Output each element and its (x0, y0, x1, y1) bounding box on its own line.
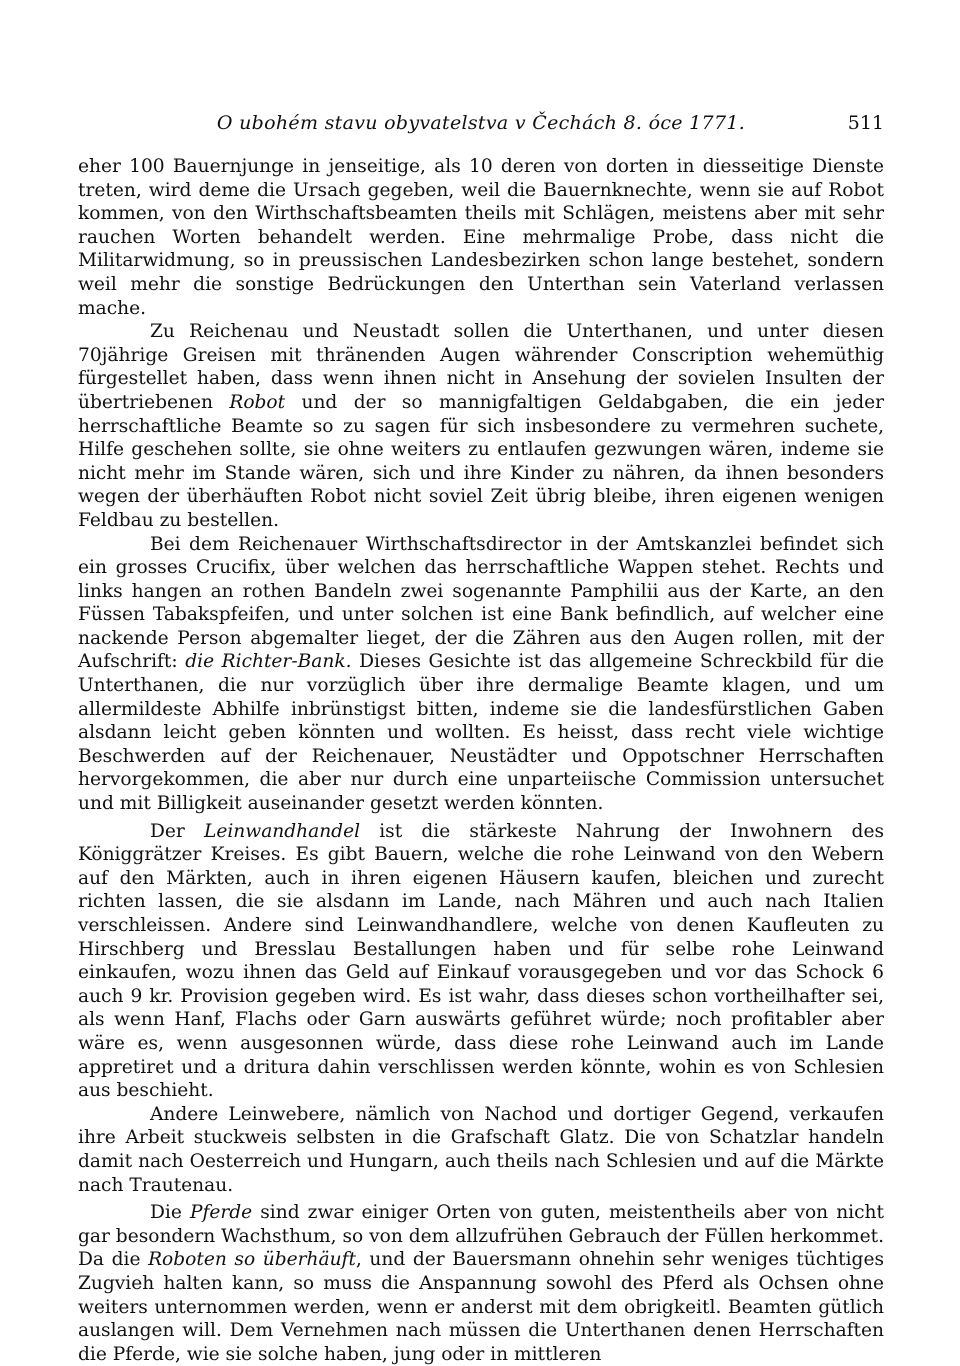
italic-text: Leinwandhandel (204, 820, 361, 842)
text-run: Andere Leinwebere, nämlich von Nachod und dortiger Gegend, verkaufen ihre Arbeit stuckweis selbsten in die Grafschaft Glatz. Die von Schatzlar handeln damit nach Oesterreich und Hungarn, auch theils nach Schlesien und auf die Märkte nach Trautenau. (78, 1103, 884, 1196)
italic-text: Pferde (189, 1202, 253, 1224)
paragraph (78, 820, 884, 1103)
running-head (78, 112, 884, 140)
text-run: eher 100 Bauernjunge in jenseitige, als 10 deren von dorten in diesseitige Dienste treten, wird deme die Ursach gegeben, weil die Bauernknechte, wenn sie auf Robot kommen, von den Wirthschaftsbeamten theils mit Schlägen, meistens aber mit sehr rauchen Worten behandelt werden. Eine mehrmalige Probe, dass nicht die Militarwidmung, so in preussischen Landesbezirken schon lange bestehet, sondern weil mehr die sonstige Bedrückungen den Unterthan sein Vaterland verlassen mache. (78, 156, 884, 319)
italic-text: die Richter-Bank. (185, 651, 352, 673)
paragraph (78, 155, 884, 320)
text-run: sind zwar einiger Orten von guten, meistentheils aber von nicht gar besondern Wachsthum, so von dem allzufrühen Gebrauch der Füllen herkommet. Da die (78, 1202, 884, 1271)
text-run: ist die stärkeste Nahrung der Inwohnern des Königgrätzer Kreises. Es gibt Bauern, welche die rohe Leinwand von den Webern auf den Märkten, auch in ihren eigenen Häusern kaufen, bleichen und zurecht richten lassen, die sie alsdann im Lande, nach Mähren und auch nach Italien verschleissen. Andere sind Leinwandhandlere, welche von denen Kaufleuten zu Hirschberg und Bresslau Bestallungen haben und für selbe rohe Leinwand einkaufen, wozu ihnen das Geld auf Einkauf vorausgegeben und vor das Schock 6 auch 9 kr. Provision gegeben wird. Es ist wahr, dass dieses schon vortheilhafter sei, als wenn Hanf, Flachs oder Garn auswärts geführet würde; noch profitabler aber wäre es, wenn ausgesonnen würde, dass diese rohe Leinwand auch im Lande appretiret und a dritura dahin verschlissen werden könnte, wohin es von Schlesien aus beschieht. (78, 820, 884, 1102)
paragraph (78, 533, 884, 816)
text-run: Der (150, 820, 204, 842)
page-number: 511 (847, 112, 884, 134)
italic-text: Robot (229, 391, 286, 413)
text-run: Die (150, 1202, 190, 1224)
text-run: , und der Bauersmann ohnehin sehr weniges tüchtiges Zugvieh halten kann, so muss die Anspannung sowohl des Pferd als Ochsen ohne weiters unternommen werden, wenn er anderst mit dem obrigkeitl. Beamten gütlich auslangen will. Dem Vernehmen nach müssen die Unterthanen denen Herrschaften die Pferde, wie sie solche haben, jung oder in mittleren (78, 1249, 884, 1365)
paragraph (78, 1201, 884, 1366)
running-title: O ubohém stavu obyvatelstva v Čechách 8. óce 1771. (216, 112, 746, 134)
text-run: und der so mannigfaltigen Geldabgaben, die ein jeder herrschaftliche Beamte so zu sagen für sich insbesondere zu vermehren suchete, Hilfe geschehen sollte, sie ohne weiters zu entlaufen gezwungen wären, indeme sie nicht mehr im Stande wären, sich und ihre Kinder zu nähren, da ihnen besonders wegen der überhäuften Robot nicht soviel Zeit übrig bleibe, ihren eigenen wenigen Feldbau zu bestellen. (78, 391, 885, 531)
body-text (78, 155, 884, 1366)
paragraph (78, 320, 884, 532)
italic-text: Roboten so überhäuft (148, 1249, 356, 1271)
text-run: Dieses Gesichte ist das allgemeine Schreckbild für die Unterthanen, die nur vorzüglich über ihre dermalige Beamte klagen, und um allermildeste Abhilfe inbrünstigst bitten, indeme sie die landesfürstlichen Gaben alsdann leicht geben könnten und wollten. Es heisst, dass recht viele wichtige Beschwerden auf der Reichenauer, Neustädter und Oppotschner Herrschaften hervorgekommen, die aber nur durch eine unparteiische Commission untersuchet und mit Billigkeit auseinander gesetzt werden könnten. (78, 651, 884, 815)
text-run: Zu Reichenau und Neustadt sollen die Unterthanen, und unter diesen 70jährige Greisen mit thränenden Augen währender Conscription wehemüthig fürgestellet haben, dass wenn ihnen nicht in Ansehung der sovielen Insulten der übertriebenen (78, 321, 884, 413)
paragraph (78, 1103, 884, 1197)
text-run: Bei dem Reichenauer Wirthschaftsdirector in der Amtskanzlei befindet sich ein grosses Crucifix, über welchen das herrschaftliche Wappen stehet. Rechts und links hangen an rothen Bandeln zwei sogenannte Pamphilii aus der Karte, an den Füssen Tabakspfeifen, und unter solchen ist eine Bank befindlich, auf welcher eine nackende Person abgemalter lieget, der die Zähren aus den Augen rollen, mit der Aufschrift: (78, 533, 884, 673)
